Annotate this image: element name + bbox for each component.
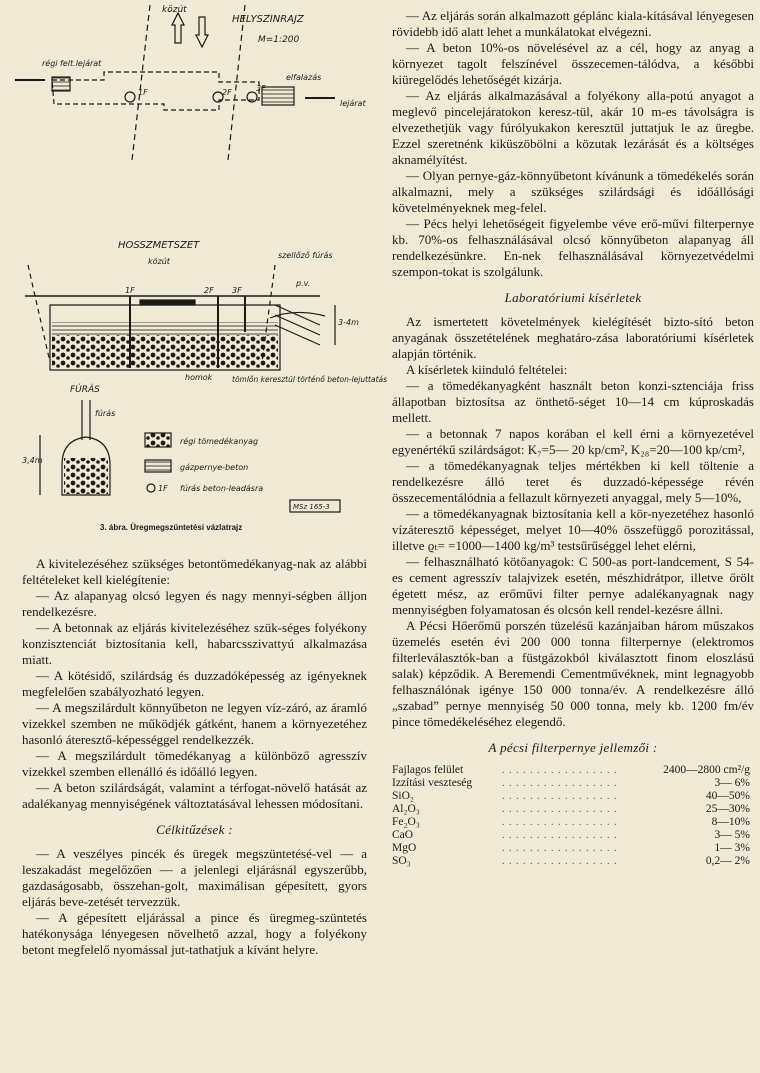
fig-section-title: HOSSZMETSZET bbox=[118, 240, 200, 251]
road-arrow-down-icon bbox=[196, 17, 208, 47]
prop-value: 3— 5% bbox=[714, 829, 750, 841]
prop-name: CaO bbox=[392, 829, 414, 841]
left-item: — A kötésidő, szilárdság és duzzadóképesség az igényeknek megfelelően szabályozható legyen. bbox=[22, 668, 367, 699]
props-row: Fajlagos felület . . . . . . . . . . . . . . . . . 2400—2800 cm²/g bbox=[392, 764, 754, 777]
fig-legend-drill-symbol: 1F bbox=[158, 484, 168, 493]
left-intro: A kivitelezéséhez szükséges betontömedékanyag-nak az alábbi feltételeket kell kielégítenie: bbox=[22, 556, 367, 587]
fig-marker-3: 3F bbox=[256, 84, 266, 93]
legend-concrete-swatch bbox=[145, 460, 171, 472]
left-item: — A megszilárdult könnyűbeton ne legyen víz-záró, az áramló vizekkel szemben ne működjék gátként, hanem a környezetéhez hasonló áteresztő-képességgel rendelkezzék. bbox=[22, 700, 367, 747]
prop-value: 1— 3% bbox=[714, 842, 750, 854]
fig-legend-drill: fúrás beton-leadásra bbox=[180, 484, 264, 493]
fig-sec-marker-3: 3F bbox=[232, 286, 242, 295]
section-edge-line bbox=[28, 265, 50, 362]
props-row: Izzítási veszteség . . . . . . . . . . . . . . . . . 3— 6% bbox=[392, 777, 754, 790]
fig-hose-label: tömlőn keresztül történő beton-lejuttatás bbox=[232, 375, 388, 384]
prop-name: Fajlagos felület bbox=[392, 764, 464, 776]
road-arrow-up-icon bbox=[172, 13, 184, 43]
fig-site-plan-title: HELYSZINRAJZ bbox=[232, 14, 304, 25]
fig-scale: M=1:200 bbox=[258, 35, 300, 45]
hoeromu-paragraph: A Pécsi Hőerőmű porszén tüzelésű kazánjaiban három műszakos üzemelés esetén évi 200 000 tonna filterpernye (elektromos filterleválasztók-ban a füstgázokból kiválasztott finom eloszlású salak) képződik. A Beremendi Cementművéknek, mint legnagyobb felhasználónak igénye 150 000 tonna/év. A rendelkezésre álló „szabad” pernye mennyiség 50 000 tonna, mely kb. 1200 fm/év pince tömedékeléséhez elegendő. bbox=[392, 618, 754, 729]
left-item: — A beton szilárdságát, valamint a térfogat-növelő hatását az adalékanyag mennyiségének változtatásával lehessen módosítani. bbox=[22, 780, 367, 811]
road-slab bbox=[140, 300, 195, 305]
stair-lines bbox=[275, 305, 320, 345]
figure-sketch bbox=[0, 0, 388, 545]
prop-name: Fe₂O₃ bbox=[392, 816, 420, 828]
fig-fill-label: elfalazás bbox=[286, 73, 322, 82]
road-edge-line bbox=[132, 5, 150, 160]
fig-drill-label: fúrás bbox=[95, 409, 116, 418]
condition-item: — a tömedékanyagnak biztosítania kell a kör-nyezetéhez hasonló vízáteresztő képességet, melyet 10—40% összefüggő porozitással, illetve ϱₜ= =1000—1400 kg/m³ testsűrűséggel lehet elérni, bbox=[392, 506, 754, 553]
figure-svg bbox=[0, 0, 388, 545]
rubble-fill bbox=[52, 335, 278, 368]
right-column bbox=[392, 8, 754, 868]
condition-item: — a betonnak 7 napos korában el kell érni a környezetével egyenértékű szilárdságot: K₇=5— 20 kp/cm², K₂₈=20—100 kp/cm², bbox=[392, 426, 754, 457]
right-item: — Az eljárás során alkalmazott géplánc kiala-kításával lényegesen rövidebb idő alatt lehet a munkálatokat elvégezni. bbox=[392, 8, 754, 39]
fig-sec-marker-2: 2F bbox=[204, 286, 214, 295]
prop-value: 0,2— 2% bbox=[705, 855, 750, 867]
fig-pv-label: p.v. bbox=[296, 279, 311, 288]
fig-legend-concrete: gázpernye-beton bbox=[180, 463, 249, 472]
section-lab-heading: Laboratóriumi kísérletek bbox=[504, 290, 642, 305]
section-goals-heading: Célkitűzések : bbox=[156, 822, 233, 837]
right-item: — Olyan pernye-gáz-könnyűbetont kívánunk a tömedékelés során alkalmazni, mely a szükséges szilárdsági és időállósági követelményeknek meg-felel. bbox=[392, 168, 754, 215]
props-row: Fe₂O₃ . . . . . . . . . . . . . . . . . 8—10% bbox=[392, 816, 754, 829]
fig-old-entrance-label: régi felt.lejárat bbox=[42, 59, 102, 68]
entrance-stair bbox=[262, 87, 294, 105]
fig-sec-marker-1: 1F bbox=[125, 286, 135, 295]
left-item: — Az alapanyag olcsó legyen és nagy mennyi-ségben álljon rendelkezésre. bbox=[22, 588, 367, 619]
fig-ref: MSz 165-3 bbox=[293, 503, 330, 511]
condition-item: — felhasználható kötőanyagok: C 500-as port-landcement, S 54-es cement agresszív talajvizek esetén, mészhidrátpor, illetve őrölt égetett mész, az erőművi filter pernye adalékanyagnak nagy mennyiségben folyamatosan és olcsón kell rendel-kezésre állni. bbox=[392, 554, 754, 617]
prop-name: SiO₂ bbox=[392, 790, 414, 802]
goal-item: — A veszélyes pincék és üregek megszüntetésé-vel — a leszakadást megelőzően — a jelenlegi eljárásnál egyszerűbb, gazdaságosabb, összehan-golt, maximálisan gépesített, gyors eljárás beve-zetését tervezzük. bbox=[22, 846, 367, 909]
prop-value: 25—30% bbox=[705, 803, 750, 815]
figure-caption: 3. ábra. Üregmegszüntetési vázlatrajz bbox=[100, 523, 243, 532]
old-entrance-block bbox=[52, 77, 70, 91]
prop-value: 3— 6% bbox=[714, 777, 750, 789]
right-item: — Pécs helyi lehetőségeit figyelembe véve erő-művi filterpernye kb. 70%-os felhasználásával olcsó könnyűbeton alapanyag áll rendelkezésünkre. En-nek felhasználásával környezetvédelmi szempon-tokat is szolgálunk. bbox=[392, 216, 754, 279]
fig-entrance-label: lejárat bbox=[340, 99, 366, 108]
fig-road-label: közút bbox=[162, 5, 187, 15]
condition-item: — a tömedékanyagként használt beton konzi-sztenciája friss állapotban biztosítsa az önthető-séget 10—14 cm kúproskadás mellett. bbox=[392, 378, 754, 425]
props-row: MgO . . . . . . . . . . . . . . . . . 1— 3% bbox=[392, 842, 754, 855]
fig-drill-depth: 3,4m bbox=[22, 456, 43, 465]
left-item: — A betonnak az eljárás kivitelezéséhez szük-séges folyékony konzisztenciát biztosítania kell, habarcsszivattyú alkalmazása miatt. bbox=[22, 620, 367, 667]
prop-name: SO₃ bbox=[392, 855, 411, 867]
lab-intro: Az ismertetett követelmények kielégítését bizto-sító beton anyagának összetételének meghatáro-zása laboratóriumi kísérletek alapján történik. bbox=[392, 314, 754, 361]
fig-legend-rubble: régi tömedékanyag bbox=[180, 437, 259, 446]
drill-1f-icon bbox=[125, 92, 135, 102]
props-row: SiO₂ . . . . . . . . . . . . . . . . . 40—50% bbox=[392, 790, 754, 803]
prop-name: MgO bbox=[392, 842, 417, 854]
prop-value: 8—10% bbox=[711, 816, 750, 828]
props-table bbox=[392, 764, 754, 868]
right-item: — Az eljárás alkalmazásával a folyékony alla-potú anyagot a meglevő pincelejáratokon keresz-tül, akár 10 m-es távolságra is elvezethetjük vagy fúrólyukakon keresztül juttatjuk le az üregbe. Ezzel szeretnénk kiküszöbölni a közutak lezárását és a költséges aknamélyítést. bbox=[392, 88, 754, 167]
prop-name: Al₂O₃ bbox=[392, 803, 420, 815]
left-column bbox=[22, 556, 367, 958]
fig-depth-label: 3-4m bbox=[338, 318, 359, 327]
props-row: SO₃ . . . . . . . . . . . . . . . . . 0,2— 2% bbox=[392, 855, 754, 868]
legend-drill-icon bbox=[147, 484, 155, 492]
fig-marker-2: 2F bbox=[222, 88, 232, 97]
props-heading: A pécsi filterpernye jellemzői : bbox=[488, 740, 658, 755]
fig-sand-label: homok bbox=[185, 373, 213, 382]
condition-item: — a tömedékanyagnak teljes mértékben ki kell töltenie a rendelkezésre álló teret és duzzadó-képessége révén összecementálódnia a fellazult környezeti anyaggal, mely 5—10%, bbox=[392, 458, 754, 505]
prop-value: 2400—2800 cm²/g bbox=[663, 764, 750, 776]
fig-section-road: közút bbox=[148, 257, 170, 266]
drill-rubble bbox=[64, 458, 108, 494]
props-row: Al₂O₃ . . . . . . . . . . . . . . . . . 25—30% bbox=[392, 803, 754, 816]
prop-name: Izzítási veszteség bbox=[392, 777, 473, 789]
legend-rubble-swatch bbox=[145, 433, 171, 447]
goal-item: — A gépesített eljárással a pince és üregmeg-szüntetés hatékonysága lényegesen növelhető azzal, hogy a folyékony betont megfelelő nyomással jut-tathatjuk a kívánt helyre. bbox=[22, 910, 367, 957]
right-item: — A beton 10%-os növelésével az a cél, hogy az anyag a környezet tagolt felszínével összecemen-tálódva, a későbbi kiüregelődés lehetőségét kizárja. bbox=[392, 40, 754, 87]
prop-value: 40—50% bbox=[705, 790, 750, 802]
conditions-heading: A kísérletek kiinduló feltételei: bbox=[406, 362, 568, 377]
left-item: — A megszilárdult tömedékanyag a különböző agresszív vizekkel szemben ellenálló és időálló legyen. bbox=[22, 748, 367, 779]
fig-vent-label: szellőző fúrás bbox=[278, 251, 333, 260]
fig-drill-title: FÚRÁS bbox=[70, 385, 100, 395]
props-row: CaO . . . . . . . . . . . . . . . . . 3— 5% bbox=[392, 829, 754, 842]
fig-marker-1: 1F bbox=[138, 88, 148, 97]
